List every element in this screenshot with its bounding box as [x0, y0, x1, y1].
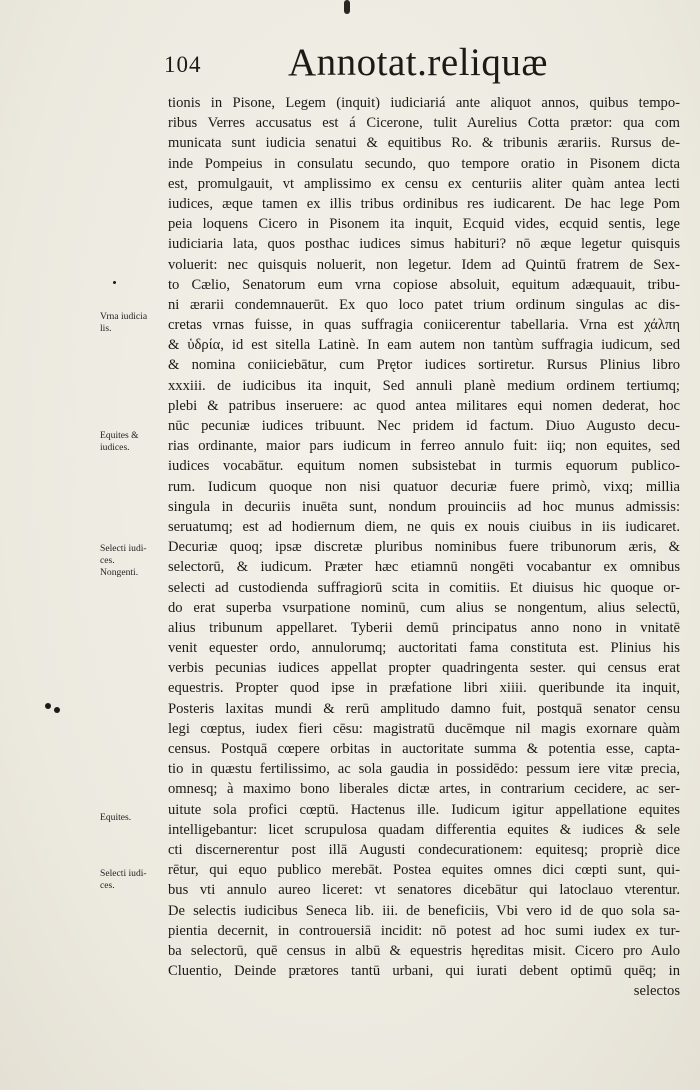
marginal-note-line: Equites.: [100, 812, 132, 823]
text-line: voluerit: nec quisquis noluerit, non legetur. Idem ad Quintū fratrem de Sex-: [168, 256, 680, 273]
text-line: cti discernerentur post illā Augusti condecurationem: equitesq; propriè dice: [168, 841, 680, 858]
text-line: Decuriæ quoq; ipsæ discretæ pluribus nominibus fuere tribunorum æris, &: [168, 539, 680, 556]
marginal-note-line: Selecti iudi-: [100, 868, 147, 879]
marginal-note: [100, 543, 166, 579]
text-line: & ὑδρία, id est sitella Latinè. In eam autem non tantùm suffragia iudicum, sed: [168, 337, 680, 354]
marginal-note: [100, 430, 166, 454]
text-line: est, promulgauit, vt amplissimo ex censu ex centuriis aliter quàm antea lecti: [168, 175, 680, 192]
marginal-note-line: iudices.: [100, 442, 130, 453]
text-line: peia loquens Cicero in Pisonem ita inquit, Ecquid vides, ecquid sentis, lege: [168, 216, 680, 233]
marginal-note-line: Selecti iudi-: [100, 543, 147, 554]
text-line: uitute sola profici cœptū. Hactenus ille. Iudicum igitur appellatione equites: [168, 801, 680, 818]
text-line: rum. Iudicum quoque non nisi quatuor decuriæ fuere primò, vixq; millia: [168, 478, 680, 495]
text-line: selectorū, & iudicum. Præter hæc etiamnū nongēti vocabantur ex omnibus: [168, 559, 680, 576]
marginal-note-line: ces.: [100, 880, 115, 891]
marginal-note: [100, 812, 166, 824]
text-line: rētur, qui equo publico merebāt. Postea equites omnes dici cœpti sunt, qui-: [168, 862, 680, 879]
marginal-note-line: Nongenti.: [100, 567, 139, 578]
text-line: do erat superba vsurpatione nominū, cum alius se nongentum, alius selectū,: [168, 599, 680, 616]
text-line: ribus Verres accusatus est á Cicerone, tulit Aurelius Cotta prætor: qua com: [168, 115, 680, 132]
text-line: venit equester ordo, annulorumq; auctoritati fama constituta est. Plinius his: [168, 640, 680, 657]
ink-mark: [54, 707, 60, 713]
text-line: iudices, æque tamen ex illis tribus ordinibus res iudicarent. De hac lege Pom: [168, 195, 680, 212]
marginal-note: [100, 311, 166, 335]
text-line: inde Pompeius in consulatu secundo, quo tempore oratio in Pisonem dicta: [168, 155, 680, 172]
marginal-note-line: Equites &: [100, 430, 139, 441]
marginal-note-line: lis.: [100, 323, 112, 334]
text-line: cretas vrnas fuisse, in quas suffragia coniicerentur tabellaria. Vrna est χάλπη: [168, 317, 680, 334]
page-number: 104: [164, 52, 202, 77]
ink-mark: [113, 281, 116, 284]
text-line: ni ærarii condemnauerūt. Ex quo loco patet trium ordinum singulas ac dis-: [168, 296, 680, 313]
text-line: rias ordinante, maior pars iudicum in ferreo annulo fuit: iiq; non equites, sed: [168, 438, 680, 455]
text-line: pientia decernit, in controuersiā incidit: nō potest ad hoc sumi iudex ex tur-: [168, 922, 680, 939]
text-line: selecti ad custodienda suffragiorū scita in comitiis. Et diuisus hic quoque or-: [168, 579, 680, 596]
text-line: Cluentio, Deinde prætores tantū urbani, qui iurati debent optimū quēq; in: [168, 963, 680, 980]
text-line: census. Postquā cœpere orbitas in auctoritate summa & potentia esse, capta-: [168, 741, 680, 757]
text-line: intelligebantur: licet scrupulosa quadam differentia equites & iudices & sele: [168, 821, 680, 838]
text-line: xxxiii. de iudicibus ita inquit, Sed annuli planè medium ordinem tertiumq;: [168, 377, 680, 394]
text-line: iudiciaria lata, quos posthac iudices simus habituri? nō æque legetur quisquis: [168, 236, 680, 253]
text-line: ba selectorū, quē census in albū & equestris hęreditas misit. Cicero pro Aulo: [168, 942, 680, 959]
text-line: tionis in Pisone, Legem (inquit) iudiciariá ante aliquot annos, quibus tempo-: [168, 95, 680, 111]
top-ornament: [344, 0, 350, 14]
text-line: equestris. Propter quod ipse in præfatione libri xiiii. queribunde ita inquit,: [168, 680, 680, 697]
text-line: singula in decuriis inuēta sunt, nondum prouinciis ad hoc munus admissis:: [168, 498, 680, 515]
text-line: to Cælio, Senatorum eum vrna copiose absoluit, equitum adæquauit, tribu-: [168, 276, 680, 293]
text-line: omnesq; à maximo bono liberales dictæ artes, in contrarium cecidere, ac ser-: [168, 781, 680, 798]
marginal-note-line: ces.: [100, 555, 115, 566]
text-line: legi cœptus, iudex fieri cēsu: magistratū ducēmque nil magis exornare quàm: [168, 720, 680, 737]
text-line: iudices vocabātur. equitum nomen subsistebat in turmis equorum publico-: [168, 458, 680, 475]
text-line: tio in quæstu fertilissimo, ac sola gaudia in possidēdo: pessum iere vitæ precia,: [168, 761, 680, 778]
marginal-note-line: Vrna iudicia: [100, 311, 148, 322]
text-line: seruatumq; est ad hodiernum diem, ne quis ex nouis ciuibus in iis iudicaret.: [168, 518, 680, 535]
text-line: & nomina coniiciebātur, cum Prętor iudices sortiretur. Rursus Plinius libro: [168, 357, 680, 374]
text-line-catchword: selectos: [633, 983, 680, 1000]
running-title: Annotat.reliquæ: [288, 41, 548, 84]
text-line: nūc pecuniæ iudices tribuunt. Nec pridem id factum. Diuo Augusto decu-: [168, 418, 680, 434]
text-line: Posteris laxitas mundi & rerū amplitudo damno fuit, postquā senator censu: [168, 700, 680, 717]
text-line: bus vti annulo aureo liceret: vt senatores dicebātur qui latoclauo vterentur.: [168, 882, 680, 899]
text-line: plebi & patribus inseruere: ac quod antea militares equi nomen dederat, hoc: [168, 397, 680, 414]
ink-mark: [45, 703, 51, 709]
marginal-note: [100, 868, 166, 892]
page-header: [160, 32, 580, 92]
text-line: alius tribunum appellaret. Tyberii demū principatus anno nono in vnitatē: [168, 619, 680, 636]
text-line: verbis pecunias iudices appellat propter quadringenta sester. qui census erat: [168, 660, 680, 677]
text-line: municata sunt iudicia senatui & equitibus Ro. & tribunis ærariis. Rursus de-: [168, 135, 680, 152]
text-line: De selectis iudicibus Seneca lib. iii. de beneficiis, Vbi vero id de quo sola sa-: [168, 902, 680, 919]
body-text: [168, 93, 680, 1001]
